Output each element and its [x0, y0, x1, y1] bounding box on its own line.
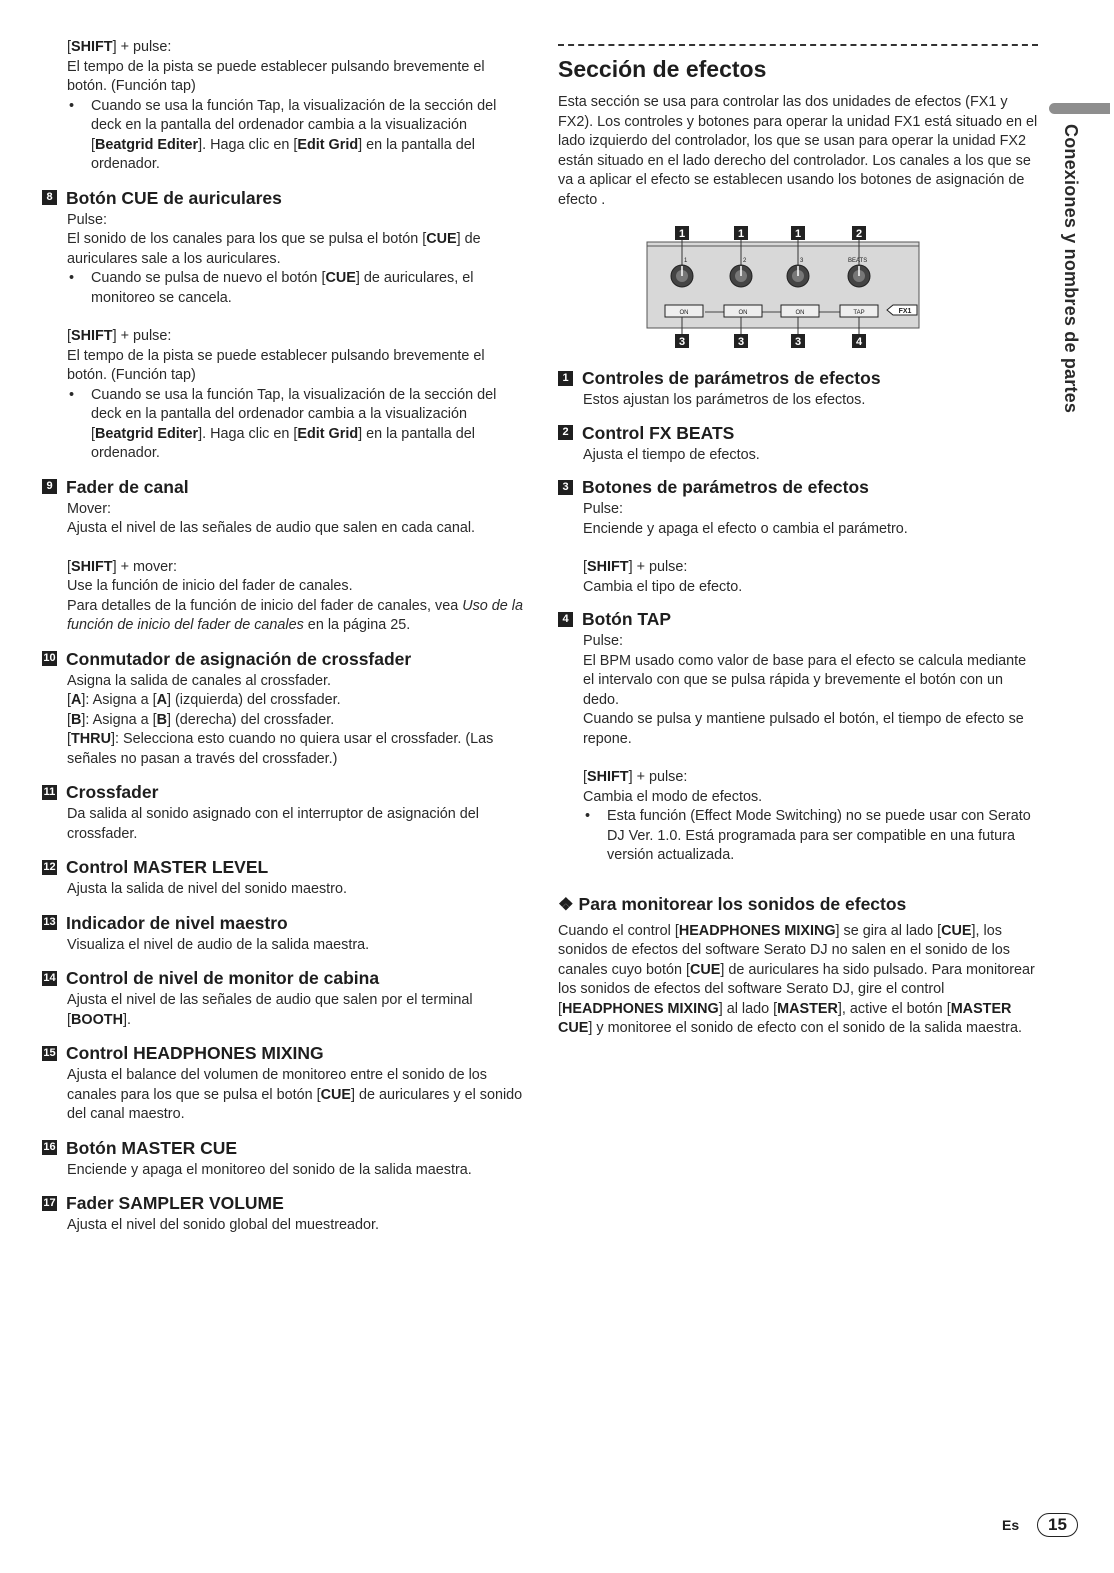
section-title: Botón CUE de auriculares — [66, 187, 282, 208]
section-title: Control MASTER LEVEL — [66, 857, 269, 877]
effects-item-3 — [558, 475, 1040, 597]
shift-press-label: [SHIFT] + pulse: — [67, 328, 172, 344]
section-desc: Ajusta el nivel de las señales de audio que salen por el terminal [BOOTH]. — [67, 992, 473, 1028]
section-bullet: • Esta función (Effect Mode Switching) no se puede usar con Serato DJ Ver. 1.0. Está programada para ser compatible en una futura versión actualizada. — [583, 807, 1040, 866]
svg-text:ON: ON — [795, 310, 805, 316]
monitor-effects-body: Cuando el control [HEADPHONES MIXING] se gira al lado [CUE], los sonidos de efectos del software Serato DJ no salen en el sonido de los canales cuyo botón [CUE] de auriculares ha sido pulsado. Para monitorear los sonidos de efectos del software Serato DJ, gire el control [HEADPHONES MIXING] al lado [MASTER], active el botón [MASTER CUE] y monitoree el sonido de efecto con el sonido de la salida maestra. — [558, 922, 1035, 1036]
press-label: Pulse: — [583, 501, 623, 517]
right-column — [558, 38, 1040, 1039]
callout-top — [675, 226, 689, 240]
section-desc: Enciende y apaga el monitoreo del sonido de la salida maestra. — [67, 1161, 472, 1178]
section-number: 13 — [43, 916, 56, 928]
section-desc: Enciende y apaga el efecto o cambia el parámetro. — [583, 520, 908, 537]
shift-bullet: • Cuando se usa la función Tap, la visualización de la sección del deck en la pantalla del ordenador cambia a la visualización [Beatgrid Editer]. Haga clic en [Edit Grid] en la pantalla del ordenador. — [67, 386, 524, 464]
callout-bottom — [734, 334, 748, 348]
move-label: Mover: — [67, 500, 111, 517]
svg-text:ON: ON — [738, 310, 748, 316]
section-16 — [42, 1136, 524, 1181]
parameter-button — [665, 305, 703, 317]
section-title: Controles de parámetros de efectos — [582, 368, 881, 388]
svg-text:3: 3 — [800, 258, 804, 264]
section-number: 10 — [43, 652, 56, 664]
callout-top — [791, 226, 805, 240]
shift-move-label: [SHIFT] + mover: — [67, 558, 177, 575]
effects-item-1 — [558, 366, 1040, 411]
section-title: Control HEADPHONES MIXING — [66, 1043, 324, 1063]
section-title: Botón TAP — [582, 609, 672, 629]
section-title: Indicador de nivel maestro — [66, 912, 288, 933]
shift-desc: Use la función de inicio del fader de canales. — [67, 578, 353, 594]
section-title: Botones de parámetros de efectos — [582, 477, 869, 497]
tap-desc: El tempo de la pista se puede establecer pulsando brevemente el botón. (Función tap) — [67, 58, 485, 94]
section-divider — [558, 44, 1038, 46]
callout-bottom — [791, 334, 805, 348]
section-number: 1 — [558, 371, 573, 386]
section-12 — [42, 855, 524, 900]
svg-text:1: 1 — [678, 228, 686, 240]
option-thru: [THRU]: Selecciona esto cuando no quiera usar el crossfader. (Las señales no pasan a través del crossfader.) — [67, 731, 494, 767]
section-number: 3 — [558, 480, 573, 495]
section-14 — [42, 966, 524, 1030]
section-title: Control FX BEATS — [582, 422, 735, 443]
section-desc: Ajusta el balance del volumen de monitoreo entre el sonido de los canales para los que se pulsa el botón [CUE] de auriculares y el sonido del canal maestro. — [67, 1067, 523, 1122]
section-number: 17 — [43, 1196, 56, 1209]
tap-function-intro — [42, 38, 524, 175]
section-8 — [42, 186, 524, 464]
monitor-effects-heading: ❖ Para monitorear los sonidos de efectos — [558, 893, 907, 914]
svg-text:BEATS: BEATS — [848, 258, 868, 264]
section-title: Fader SAMPLER VOLUME — [66, 1193, 284, 1213]
press-label: Pulse: — [583, 633, 623, 649]
section-desc: Asigna la salida de canales al crossfader. — [67, 672, 331, 689]
callout-top — [734, 226, 748, 240]
language-label: Es — [1002, 1517, 1020, 1533]
effects-item-4 — [558, 607, 1040, 866]
section-10 — [42, 647, 524, 770]
section-desc: Visualiza el nivel de audio de la salida maestra. — [67, 936, 370, 953]
option-b: [B]: Asigna a [B] (derecha) del crossfader. — [67, 711, 335, 728]
section-desc: Estos ajustan los parámetros de los efectos. — [583, 392, 866, 408]
fx-beats-knob — [848, 258, 870, 287]
section-11 — [42, 780, 524, 844]
section-title: Control de nivel de monitor de cabina — [66, 968, 380, 988]
section-desc: Ajusta el tiempo de efectos. — [583, 446, 760, 463]
callout-top — [852, 226, 866, 240]
section-number: 15 — [43, 1046, 56, 1059]
tap-button — [840, 305, 878, 317]
section-15 — [42, 1041, 524, 1125]
section-desc: Ajusta el nivel del sonido global del muestreador. — [67, 1217, 379, 1233]
callout-bottom — [852, 334, 866, 348]
section-desc: Da salida al sonido asignado con el interruptor de asignación del crossfader. — [67, 806, 480, 842]
callout-bottom — [675, 334, 689, 348]
shift-press-label: [SHIFT] + pulse: — [583, 559, 688, 575]
svg-text:4: 4 — [855, 336, 863, 348]
press-label: Pulse: — [67, 211, 107, 228]
section-bullet: • Cuando se pulsa de nuevo el botón [CUE] de auriculares, el monitoreo se cancela. — [67, 269, 524, 308]
tap-bullet: • Cuando se usa la función Tap, la visualización de la sección del deck en la pantalla del ordenador cambia a la visualización [Beatgrid Editer]. Haga clic en [Edit Grid] en la pantalla del ordenador. — [67, 97, 524, 175]
svg-text:2: 2 — [855, 228, 863, 240]
section-number: 14 — [43, 971, 56, 984]
page-title: Sección de efectos — [558, 56, 767, 82]
section-number: 16 — [43, 1141, 56, 1153]
effects-item-2 — [558, 421, 1040, 466]
cross-reference-link: Uso de la función de inicio del fader de canales — [67, 597, 523, 633]
section-desc: Ajusta la salida de nivel del sonido maestro. — [67, 881, 347, 897]
section-desc: El sonido de los canales para los que se pulsa el botón [CUE] de auriculares sale a los auriculares. — [67, 231, 481, 267]
section-desc-2: Cuando se pulsa y mantiene pulsado el botón, el tiempo de efecto se repone. — [583, 711, 1024, 747]
parameter-button — [724, 305, 762, 317]
shift-desc: El tempo de la pista se puede establecer pulsando brevemente el botón. (Función tap) — [67, 347, 485, 383]
svg-text:1: 1 — [737, 228, 745, 240]
section-title: Botón MASTER CUE — [66, 1137, 238, 1158]
section-13 — [42, 911, 524, 956]
section-number: 8 — [42, 190, 57, 205]
section-number: 2 — [558, 425, 573, 440]
svg-text:TAP: TAP — [853, 310, 865, 316]
fx1-label — [887, 305, 917, 315]
option-a: [A]: Asigna a [A] (izquierda) del crossfader. — [67, 692, 341, 708]
section-9 — [42, 475, 524, 636]
section-number: 4 — [558, 612, 573, 627]
section-desc: Ajusta el nivel de las señales de audio que salen en cada canal. — [67, 520, 476, 536]
shift-press-label: [SHIFT] + pulse: — [583, 769, 688, 785]
section-17 — [42, 1191, 524, 1236]
parameter-button — [781, 305, 819, 317]
left-column — [42, 38, 524, 1236]
section-number: 9 — [42, 479, 57, 494]
section-title: Crossfader — [66, 782, 159, 802]
svg-text:ON: ON — [679, 310, 689, 316]
section-number: 11 — [43, 785, 56, 798]
effects-panel-diagram — [645, 224, 921, 352]
page-number: 15 — [1037, 1513, 1078, 1537]
intro-text: Esta sección se usa para controlar las dos unidades de efectos (FX1 y FX2). Los controles y botones para operar la unidad FX1 está situado en el lado izquierdo del controlador, los que se usan para operar la unidad FX2 están situado en el lado derecho del controlador. Los canales a los que se va a aplicar el efecto se establecen usando los botones de asignación de efecto . — [558, 94, 1038, 208]
svg-text:FX1: FX1 — [898, 308, 912, 315]
svg-text:3: 3 — [737, 336, 745, 348]
svg-text:1: 1 — [684, 258, 688, 264]
side-tab-marker — [1049, 103, 1110, 114]
shift-desc: Cambia el tipo de efecto. — [583, 578, 743, 595]
section-title: Fader de canal — [66, 476, 189, 497]
section-title: Conmutador de asignación de crossfader — [66, 648, 412, 669]
shift-press-label: [SHIFT] + pulse: — [67, 39, 172, 55]
svg-text:2: 2 — [743, 258, 747, 264]
section-number: 12 — [43, 860, 56, 873]
svg-text:3: 3 — [678, 336, 686, 348]
svg-text:1: 1 — [794, 228, 802, 240]
side-tab-label: Conexiones y nombres de partes — [1061, 124, 1081, 414]
svg-text:3: 3 — [794, 336, 802, 348]
section-desc: El BPM usado como valor de base para el efecto se calcula mediante el intervalo con que se pulsa rápida y brevemente el botón con un dedo. — [583, 652, 1027, 708]
shift-desc: Cambia el modo de efectos. — [583, 788, 763, 805]
detail-text: Para detalles de la función de inicio del fader de canales, vea Uso de la función de inicio del fader de canales en la página 25. — [67, 597, 523, 633]
